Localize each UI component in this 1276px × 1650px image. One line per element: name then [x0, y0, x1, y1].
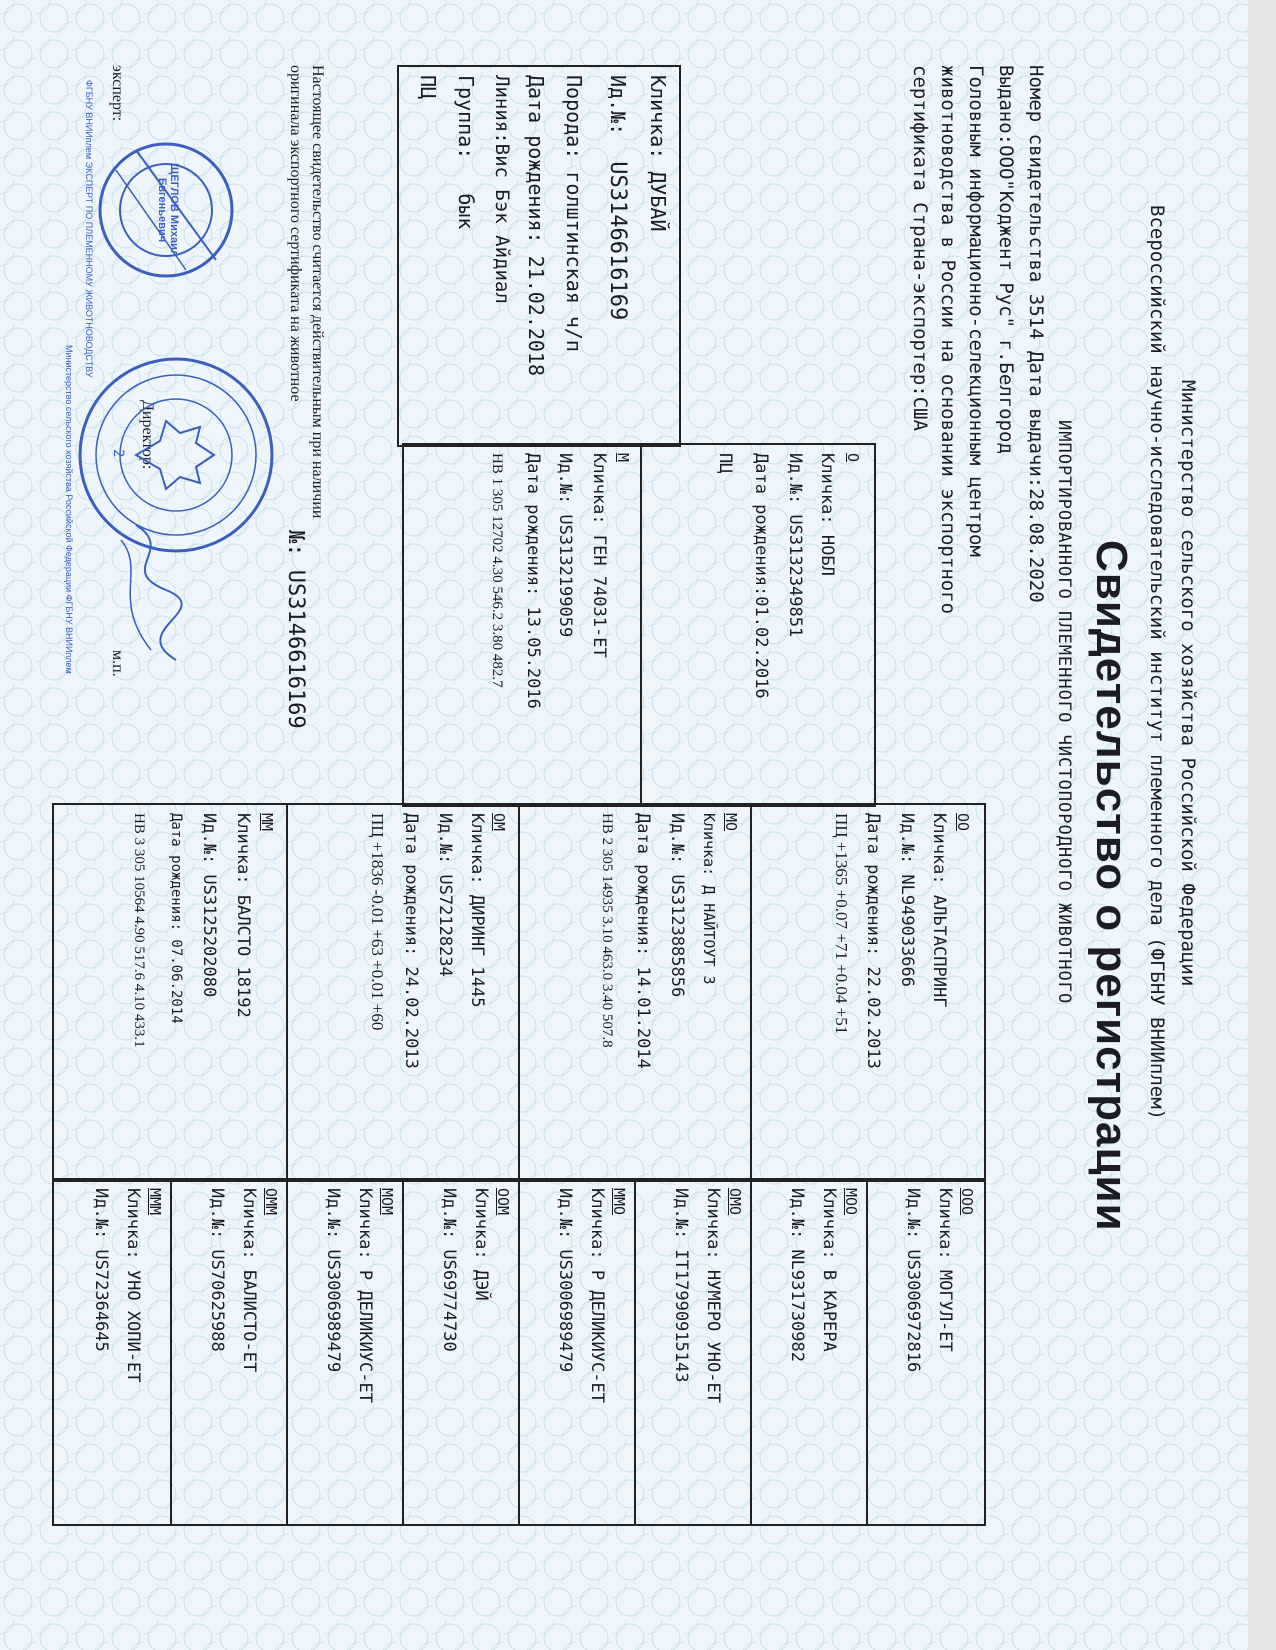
ggp-omo-id: Ид.№: IT17990915143	[671, 1188, 691, 1383]
animal-id-label: Ид.№:	[606, 75, 630, 136]
ggp-omo-code: ОМО	[726, 1188, 744, 1216]
gp-mo-hb: HB 2 305 14935 3.10 463.0 3.40 507.8	[599, 813, 615, 1048]
ggp-divider-3	[634, 1180, 636, 1524]
gp-mo-dob: Дата рождения: 14.01.2014	[633, 813, 653, 1069]
animal-id	[600, 75, 635, 320]
ggp-oom-code: ООМ	[494, 1188, 512, 1216]
ggp-divider-4	[518, 1180, 520, 1524]
sire-dob: Дата рождения:01.02.2016	[751, 453, 771, 699]
gp-mm-code: ММ	[258, 813, 276, 832]
gp-mm-id: Ид.№: US3125202080	[199, 813, 219, 998]
certificate-title: Свидетельство о регистрации	[1087, 540, 1136, 1232]
gp-om-id: Ид.№: US72128234	[435, 813, 455, 977]
ggp-mmm-code: МММ	[146, 1188, 164, 1216]
director-label: Директор:	[139, 400, 156, 470]
gp-mm-name: Кличка: БАЛСТО 18192	[233, 813, 253, 1018]
gp-mo-name: Кличка: Д НАЙТОУТ 3	[700, 813, 718, 985]
validity-note-line-2: оригинала экспортного сертификата на животное	[287, 65, 304, 402]
dam-id: Ид.№: US3132199059	[555, 453, 575, 638]
dam-hb: HB 1 305 12702 4.30 546.2 3.80 482.7	[489, 453, 505, 688]
sire-code: О	[844, 453, 862, 463]
gp-oo-pc: ПЦ +1365 +0.07 +71 +0.04 +51	[832, 813, 851, 1035]
animal-group-value: бык	[454, 193, 478, 230]
ministry-title: Министерство сельского хозяйства Российской Федерации	[1177, 380, 1199, 987]
gp-mm-hb: HB 3 305 10564 4.90 517.6 4.10 433.1	[131, 813, 147, 1048]
animal-group	[449, 75, 483, 229]
sire-id: Ид.№: US3132349851	[785, 453, 805, 638]
organization-stamp-ring-text: Министерство сельского хозяйства Российской Федерации ФГБНУ ВНИИплем	[64, 345, 74, 674]
animal-name: Кличка: ДУБАЙ	[646, 75, 670, 232]
animal-pc: ПЦ	[416, 75, 440, 100]
ggp-mmo-id: Ид.№: US3006989479	[555, 1188, 575, 1373]
dam-name: Кличка: ГЕН 74031-ЕТ	[589, 453, 609, 658]
issuing-center-line-1: Головным информационно-селекционным центром	[965, 65, 987, 557]
gp-divider-3	[286, 805, 288, 1180]
organization-stamp-number: 2	[110, 449, 126, 458]
ggp-omm-name: Кличка: БАЛИСТО-ЕТ	[239, 1188, 259, 1373]
animal-box	[397, 65, 681, 447]
ggp-oom-id: Ид.№: US69774730	[439, 1188, 459, 1352]
footer-certificate-number: №: US3146616169	[283, 530, 308, 729]
gp-oo-dob: Дата рождения: 22.02.2013	[863, 813, 883, 1069]
gp-oo-id: Ид.№: NL949033666	[897, 813, 917, 987]
expert-label: эксперт:	[109, 65, 126, 122]
animal-dob: Дата рождения: 21.02.2018	[524, 75, 548, 377]
ggp-divider-7	[170, 1180, 172, 1524]
ggp-oom-name: Кличка: ДЭЙ	[471, 1188, 491, 1301]
ggp-divider-6	[286, 1180, 288, 1524]
ggp-ooo-code: ООО	[958, 1188, 976, 1216]
ggp-mom-name: Кличка: Р ДЕЛИКИУС-ЕТ	[355, 1188, 375, 1403]
gp-mo-code: МО	[722, 813, 740, 832]
issuing-center-line-2: животноводства в России на основании экспортного	[937, 65, 959, 615]
ggp-omo-name: Кличка: НУМЕРО УНО-ЕТ	[703, 1188, 723, 1403]
animal-line: Линия:Вис Бэк Айдиал	[491, 75, 513, 304]
ggp-divider-1	[866, 1180, 868, 1524]
grandparents-box	[52, 803, 986, 1182]
parents-divider	[640, 445, 642, 805]
institute-title: Всероссийский научно-исследовательский институт племенного дела (ФГБНУ ВНИИплем)	[1146, 205, 1168, 1121]
ggp-divider-2	[750, 1180, 752, 1524]
gp-om-name: Кличка: ДИРИНГ 1445	[467, 813, 487, 1008]
ggp-moo-id: Ид.№: NL931730982	[787, 1188, 807, 1362]
ggp-omm-id: Ид.№: US70625988	[207, 1188, 227, 1352]
sire-pc: ПЦ	[715, 453, 735, 474]
parents-box	[402, 443, 876, 807]
ggp-mmm-name: Кличка: УНО ХОПИ-ЕТ	[123, 1188, 143, 1383]
validity-note-line-1: Настоящее свидетельство считается действительным при наличии	[309, 65, 326, 519]
stamp-place-label: м.п.	[109, 650, 126, 677]
expert-stamp	[84, 80, 236, 378]
gp-mm-dob: Дата рождения: 07.06.2014	[168, 813, 184, 1024]
animal-group-label: Группа:	[454, 75, 478, 160]
great-grandparents-box	[52, 1178, 986, 1526]
gp-om-pc: ПЦ +1836 -0.01 +63 +0.01 +60	[368, 813, 387, 1031]
dam-dob: Дата рождения: 13.05.2016	[523, 453, 543, 709]
expert-stamp-name: ЩЕГЛОВ Михаил Евгеньевич	[156, 163, 180, 257]
ggp-ooo-name: Кличка: МОГУЛ-ЕТ	[935, 1188, 955, 1352]
ggp-mom-code: МОМ	[378, 1188, 396, 1216]
gp-oo-code: ОО	[954, 813, 972, 832]
ggp-mom-id: Ид.№: US3006989479	[323, 1188, 343, 1373]
issued-to-line: Выдано:ООО"Коджент Рус" г.Белгород	[995, 65, 1017, 454]
gp-mo-id: Ид.№: US3123885856	[667, 813, 687, 998]
ggp-divider-5	[402, 1180, 404, 1524]
sire-name: Кличка: НОБЛ	[817, 453, 837, 576]
gp-om-code: ОМ	[490, 813, 508, 832]
animal-breed: Порода: голштинская ч/п	[562, 75, 586, 352]
ggp-mmo-code: ММО	[610, 1188, 628, 1216]
certificate-subtitle: ИМПОРТИРОВАННОГО ПЛЕМЕННОГО ЧИСТОПОРОДНОГО ЖИВОТНОГО	[1054, 420, 1074, 1005]
issuing-center-line-3: сертификата Страна-экспортер:США	[909, 65, 931, 432]
gp-divider-2	[518, 805, 520, 1180]
expert-stamp-ring-text: ФГБНУ ВНИИплем ЭКСПЕРТ ПО ПЛЕМЕННОМУ ЖИВОТНОВОДСТВУ	[84, 80, 94, 378]
gp-om-dob: Дата рождения: 24.02.2013	[401, 813, 421, 1069]
ggp-moo-name: Кличка: В КАРЕРА	[819, 1188, 839, 1352]
dam-code: М	[614, 453, 632, 463]
ggp-ooo-id: Ид.№: US3006972816	[903, 1188, 923, 1373]
director-signature	[106, 520, 196, 670]
ggp-mmm-id: Ид.№: US72364645	[91, 1188, 111, 1352]
gp-oo-name: Кличка: АЛЬТАСПРИНГ	[929, 813, 949, 1008]
ggp-moo-code: МОО	[842, 1188, 860, 1216]
animal-id-value: US3146616169	[605, 161, 630, 321]
ggp-mmo-name: Кличка: Р ДЕЛИКИУС-ЕТ	[587, 1188, 607, 1403]
ggp-omm-code: ОММ	[262, 1188, 280, 1216]
gp-divider-1	[750, 805, 752, 1180]
certificate-number-line: Номер свидетельства 3514 Дата выдачи:28.08.2020	[1025, 65, 1047, 603]
